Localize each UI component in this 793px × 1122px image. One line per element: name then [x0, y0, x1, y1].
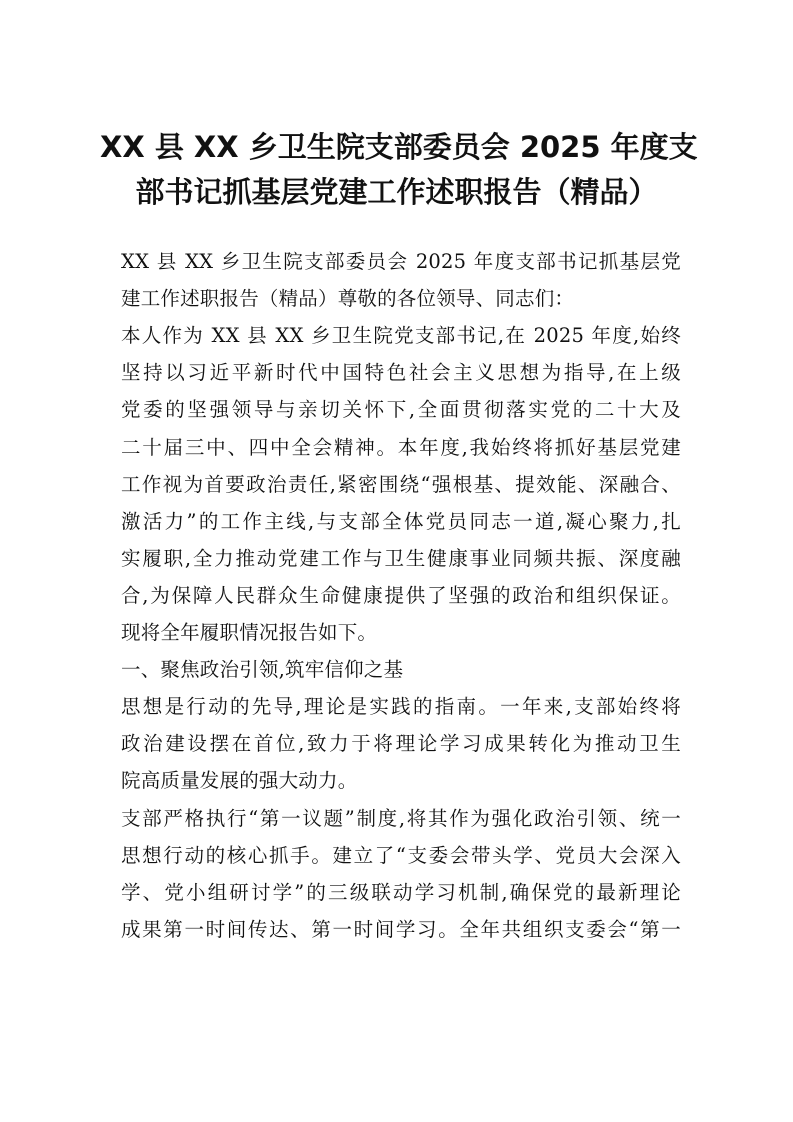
body-line: 政治建设摆在首位,致力于将理论学习成果转化为推动卫生: [121, 732, 681, 756]
body-line: 合,为保障人民群众生命健康提供了坚强的政治和组织保证。: [121, 583, 681, 607]
body-line: 院高质量发展的强大动力。: [121, 769, 358, 793]
body-line: 建工作述职报告（精品）尊敬的各位领导、同志们：: [121, 287, 575, 311]
body-line: 思想行动的核心抓手。建立了“支委会带头学、党员大会深入: [121, 843, 681, 867]
body-line: 实履职,全力推动党建工作与卫生健康事业同频共振、深度融: [121, 546, 681, 570]
body-line: 现将全年履职情况报告如下。: [121, 621, 378, 644]
body-line: XX 县 XX 乡卫生院支部委员会 2025 年度支部书记抓基层党: [121, 250, 681, 273]
body-line: 二十届三中、四中全会精神。本年度,我始终将抓好基层党建: [121, 435, 681, 459]
body-line: 本人作为 XX 县 XX 乡卫生院党支部书记,在 2025 年度,始终: [121, 324, 681, 348]
body-line: 工作视为首要政治责任,紧密围绕“强根基、提效能、深融合、: [121, 472, 681, 496]
body-line: 激活力”的工作主线,与支部全体党员同志一道,凝心聚力,扎: [121, 509, 681, 533]
body-line: 坚持以习近平新时代中国特色社会主义思想为指导,在上级: [121, 361, 681, 385]
body-line: 支部严格执行“第一议题”制度,将其作为强化政治引领、统一: [121, 806, 681, 830]
body-line: 思想是行动的先导,理论是实践的指南。一年来,支部始终将: [121, 695, 681, 719]
report-title-line-2: 部书记抓基层党建工作述职报告（精品）: [135, 175, 658, 209]
body-line: 党委的坚强领导与亲切关怀下,全面贯彻落实党的二十大及: [121, 398, 681, 422]
section-heading: 一、聚焦政治引领,筑牢信仰之基: [121, 658, 404, 682]
body-line: 学、党小组研讨学”的三级联动学习机制,确保党的最新理论: [121, 880, 681, 904]
report-title-line-1: XX 县 XX 乡卫生院支部委员会 2025 年度支: [100, 130, 698, 164]
body-line: 成果第一时间传达、第一时间学习。全年共组织支委会“第一: [121, 917, 681, 941]
